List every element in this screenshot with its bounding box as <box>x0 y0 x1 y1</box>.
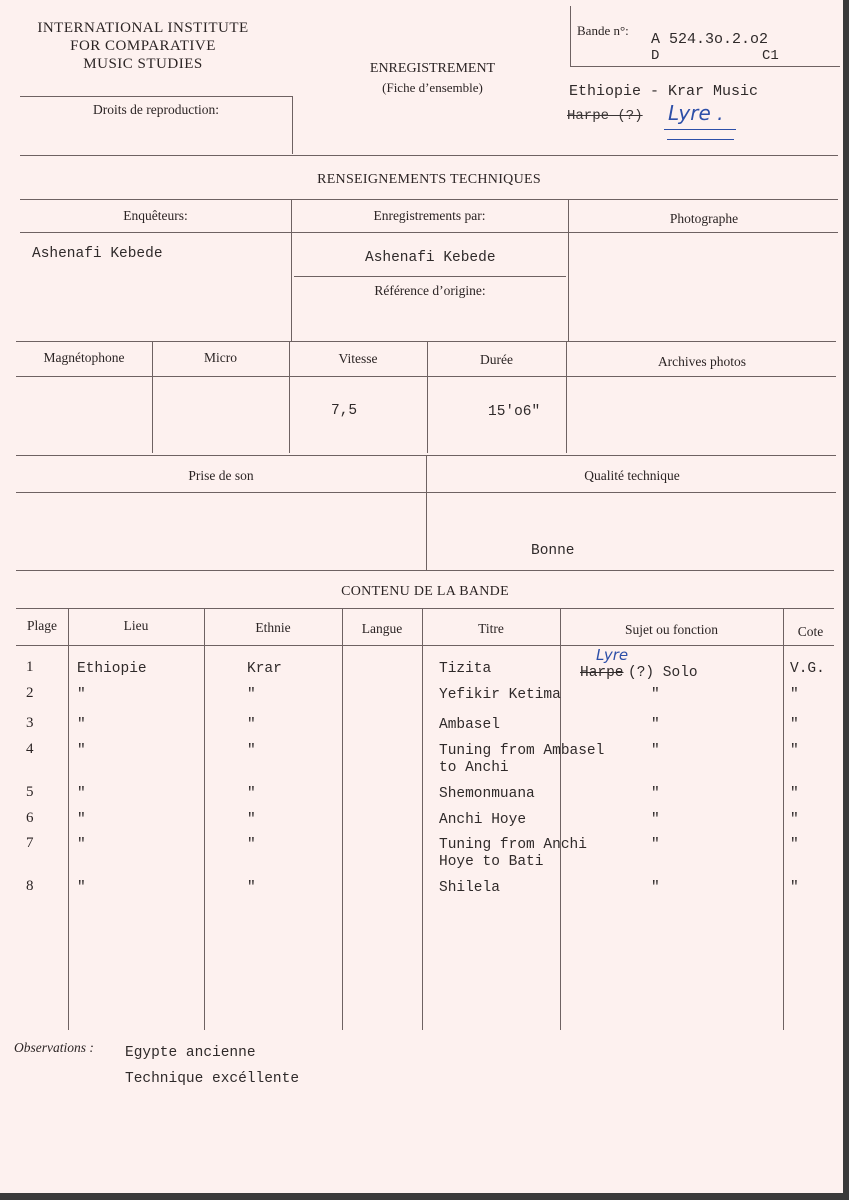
row-plage: 8 <box>26 878 34 894</box>
row1-sujet-handwritten: Lyre <box>596 646 629 664</box>
row-plage: 4 <box>26 741 34 757</box>
row-cote: " <box>790 837 799 853</box>
row-plage: 7 <box>26 835 34 851</box>
col-plage-header: Plage <box>27 618 57 633</box>
row-lieu: Ethiopie <box>77 661 147 677</box>
technical-section-title: RENSEIGNEMENTS TECHNIQUES <box>317 172 541 187</box>
row-cote: " <box>790 717 799 733</box>
row-ethnie: " <box>247 837 256 853</box>
row-sujet: " <box>651 837 660 853</box>
row-lieu: " <box>77 786 86 802</box>
micro-label: Micro <box>204 350 237 365</box>
vitesse-label: Vitesse <box>338 351 378 366</box>
row-ethnie: " <box>247 786 256 802</box>
row-plage: 6 <box>26 810 34 826</box>
row-sujet: " <box>651 717 660 733</box>
row-titre: Anchi Hoye <box>439 812 527 828</box>
observations-line-1: Egypte ancienne <box>125 1045 256 1061</box>
enqueteurs-label: Enquêteurs: <box>123 208 188 223</box>
contents-section-title: CONTENU DE LA BANDE <box>341 584 509 599</box>
row-ethnie: " <box>247 880 256 896</box>
archives-photos-label: Archives photos <box>657 354 747 369</box>
row-lieu: " <box>77 743 86 759</box>
qualite-technique-label: Qualité technique <box>584 468 680 483</box>
vitesse-value: 7,5 <box>331 403 358 419</box>
bande-sub-left: D <box>651 48 660 64</box>
row-titre: Shemonmuana <box>439 786 535 802</box>
enqueteurs-value: Ashenafi Kebede <box>32 246 163 262</box>
observations-line-2: Technique excéllente <box>125 1071 300 1087</box>
row-cote: " <box>790 812 799 828</box>
row-titre: Tuning from Anchi Hoye to Bati <box>439 837 587 870</box>
institute-line-1: INTERNATIONAL INSTITUTE <box>37 20 249 36</box>
row-cote: " <box>790 687 799 703</box>
col-lieu-header: Lieu <box>123 618 149 633</box>
row1-sujet-rest: (?) Solo <box>628 665 698 681</box>
rights-label: Droits de reproduction: <box>93 102 219 117</box>
bande-sub-right: C1 <box>762 48 779 64</box>
row-plage: 3 <box>26 715 34 731</box>
row-plage: 5 <box>26 784 34 800</box>
row-titre: Tizita <box>439 661 492 677</box>
row-ethnie: Krar <box>247 661 282 677</box>
row-cote: " <box>790 786 799 802</box>
col-langue-header: Langue <box>361 621 403 636</box>
enregistrements-label: Enregistrements par: <box>373 208 486 223</box>
row-plage: 2 <box>26 685 34 701</box>
row-lieu: " <box>77 687 86 703</box>
duree-label: Durée <box>480 352 513 367</box>
institute-line-2: FOR COMPARATIVE <box>70 38 216 54</box>
observations-label: Observations : <box>14 1040 94 1055</box>
collection-title: Ethiopie - Krar Music <box>569 83 759 100</box>
col-sujet-header: Sujet ou fonction <box>625 622 718 637</box>
photographe-label: Photographe <box>669 211 739 226</box>
row-lieu: " <box>77 837 86 853</box>
bande-number: A 524.3o.2.o2 <box>651 31 769 48</box>
row-lieu: " <box>77 880 86 896</box>
enregistrements-value: Ashenafi Kebede <box>365 250 496 266</box>
qualite-technique-value: Bonne <box>531 543 575 559</box>
duree-value: 15'o6" <box>488 404 541 420</box>
row-sujet: " <box>651 743 660 759</box>
col-ethnie-header: Ethnie <box>255 620 291 635</box>
col-titre-header: Titre <box>478 621 504 636</box>
row-cote: " <box>790 880 799 896</box>
collection-struck-text: Harpe (?) <box>567 108 643 124</box>
reference-label: Référence d’origine: <box>374 283 486 298</box>
row-ethnie: " <box>247 812 256 828</box>
collection-handwritten-correction: Lyre . <box>668 101 724 125</box>
magnetophone-label: Magnétophone <box>43 350 125 365</box>
row-cote: " <box>790 743 799 759</box>
row-plage: 1 <box>26 659 34 675</box>
handwritten-underline-2 <box>667 139 734 140</box>
row-titre: Yefikir Ketima <box>439 687 561 703</box>
row-lieu: " <box>77 717 86 733</box>
row-titre: Ambasel <box>439 717 500 733</box>
bande-label: Bande n°: <box>577 23 629 38</box>
row-ethnie: " <box>247 743 256 759</box>
row-sujet: " <box>651 786 660 802</box>
row-titre: Shilela <box>439 880 500 896</box>
handwritten-underline-1 <box>664 129 736 130</box>
institute-line-3: MUSIC STUDIES <box>83 56 203 72</box>
row-lieu: " <box>77 812 86 828</box>
row-sujet: " <box>651 687 660 703</box>
row-ethnie: " <box>247 687 256 703</box>
row1-sujet-struck: Harpe <box>580 665 624 681</box>
row-titre: Tuning from Ambasel to Anchi <box>439 743 605 776</box>
row-sujet: " <box>651 812 660 828</box>
col-cote-header: Cote <box>797 624 824 639</box>
row-cote: V.G. <box>790 661 825 677</box>
row-sujet: " <box>651 880 660 896</box>
prise-de-son-label: Prise de son <box>188 468 254 483</box>
form-subtitle: (Fiche d’ensemble) <box>382 80 483 95</box>
row-ethnie: " <box>247 717 256 733</box>
form-title: ENREGISTREMENT <box>369 61 496 76</box>
institute-name <box>18 19 268 73</box>
